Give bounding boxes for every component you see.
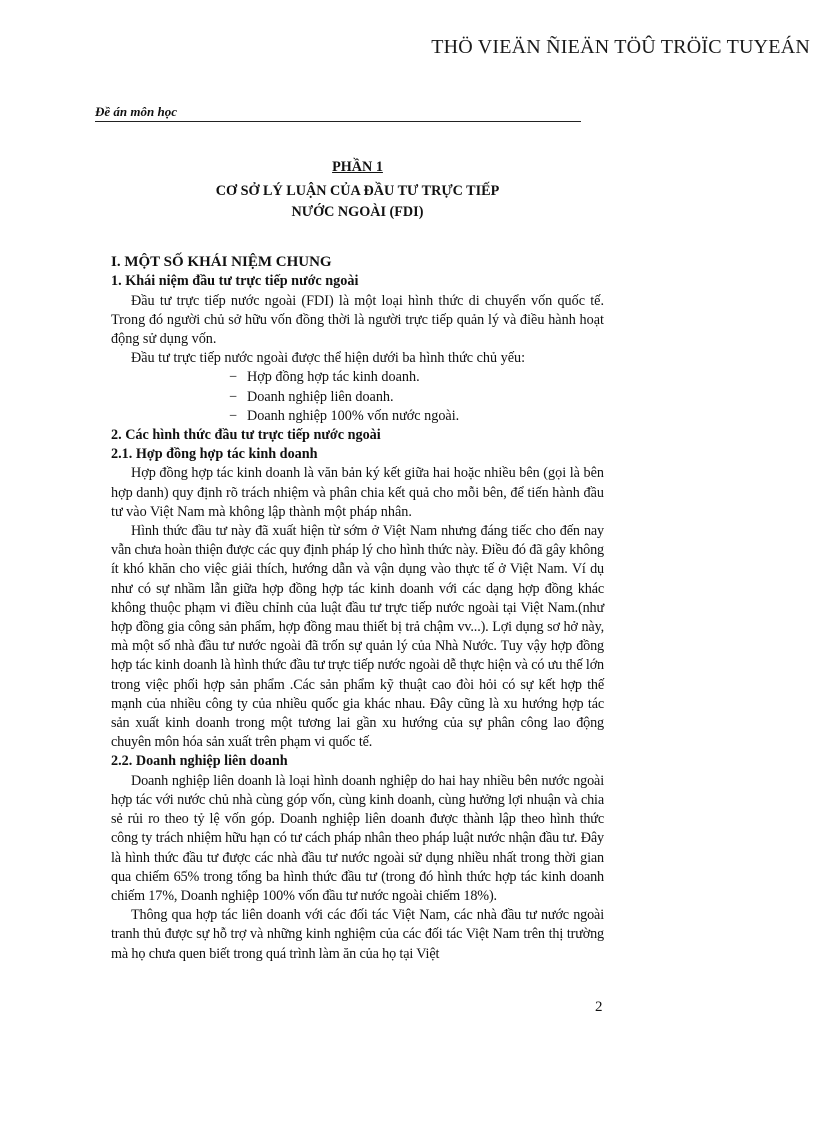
paragraph-forms-intro: Đầu tư trực tiếp nước ngoài được thể hiện dưới ba hình thức chủ yếu: bbox=[131, 350, 526, 367]
list-item: − Doanh nghiệp 100% vốn nước ngoài. bbox=[229, 407, 604, 426]
subsection-heading-2-1: 2.1. Hợp đồng hợp tác kinh doanh bbox=[111, 446, 318, 463]
document-body bbox=[111, 158, 604, 964]
list-item: − Hợp đồng hợp tác kinh doanh. bbox=[229, 368, 604, 387]
page-number: 2 bbox=[595, 999, 603, 1015]
running-header: Đề án môn học bbox=[95, 104, 581, 122]
paragraph-contract-discussion: Hình thức đầu tư này đã xuất hiện từ sớm ở Việt Nam nhưng đáng tiếc cho đến nay vẫn chưa hoàn thiện được các quy định pháp lý cho hình thức này. Điều đó đã gây không ít khó khăn cho việc giải thích, hướng dẫn và vận dụng vào thực tế ở Việt Nam. Ví dụ như có sự nhầm lẫn giữa hợp đồng hợp tác kinh doanh với các dạng hợp đồng khác không thuộc phạm vi điều chỉnh của luật đầu tư trực tiếp nước ngoài tại Việt Nam.(như hợp đồng gia công sản phẩm, hợp đồng mau thiết bị trả chậm vv...). Lợi dụng sơ hở này, mà một số nhà đầu tư nước ngoài đã trốn sự quản lý của Nhà Nước. Tuy vậy hợp đồng hợp tác kinh doanh là hình thức đầu tư trực tiếp nước ngoài dễ thực hiện và có ưu thế lớn trong việc phối hợp sản phẩm .Các sản phẩm kỹ thuật cao đòi hỏi có sự kết hợp thế mạnh của nhiều công ty của nhiều quốc gia khác nhau. Đây cũng là xu hướng hợp tác sản xuất kinh doanh trong một tương lai gần xu hướng của sự phân công lao động chuyên môn hóa sản xuất trên phạm vi quốc tế. bbox=[111, 523, 604, 751]
forms-list bbox=[111, 368, 604, 426]
subsection-heading-2-2: 2.2. Doanh nghiệp liên doanh bbox=[111, 753, 288, 770]
paragraph-fdi-definition: Đầu tư trực tiếp nước ngoài (FDI) là một loại hình thức di chuyển vốn quốc tế. Trong đó người chủ sở hữu vốn đồng thời là người trực tiếp quản lý và điều hành hoạt động sử dụng vốn. bbox=[111, 292, 604, 348]
subsection-heading-1: 1. Khái niệm đầu tư trực tiếp nước ngoài bbox=[111, 273, 359, 290]
paragraph-joint-venture-benefits: Thông qua hợp tác liên doanh với các đối tác Việt Nam, các nhà đầu tư nước ngoài tranh thủ được sự hỗ trợ và những kinh nghiệm của các đối tác Việt Nam trên thị trường mà họ chưa quen biết trong quá trình làm ăn của họ tại Việt bbox=[111, 907, 604, 962]
part-title: PHẦN 1 bbox=[332, 159, 383, 175]
chapter-title-line-2: NƯỚC NGOÀI (FDI) bbox=[291, 204, 424, 221]
chapter-title-line-1: CƠ SỞ LÝ LUẬN CỦA ĐẦU TƯ TRỰC TIẾP bbox=[215, 183, 500, 200]
subsection-heading-2: 2. Các hình thức đầu tư trực tiếp nước ngoài bbox=[111, 427, 381, 444]
list-item: − Doanh nghiệp liên doanh. bbox=[229, 388, 604, 407]
section-heading: I. MỘT SỐ KHÁI NIỆM CHUNG bbox=[111, 254, 332, 271]
paragraph-joint-venture: Doanh nghiệp liên doanh là loại hình doanh nghiệp do hai hay nhiều bên nước ngoài hợp tác với nước chủ nhà cùng góp vốn, cùng kinh doanh, cùng hưởng lợi nhuận và chia sẻ rủi ro theo tỷ lệ vốn góp. Doanh nghiệp liên doanh được thành lập theo hình thức công ty trách nhiệm hữu hạn có tư cách pháp nhân theo pháp luật nước nhận đầu tư. Đây là hình thức đầu tư được các nhà đầu tư nước ngoài sử dụng nhiều nhất trong thời gian qua chiếm 65% trong tổng ba hình thức đầu tư (trong đó hình thức hợp tác kinh doanh chiếm 17%, Doanh nghiệp 100% vốn đầu tư nước ngoài chiếm 18%). bbox=[111, 772, 604, 904]
library-watermark: THÖ VIEÄN ÑIEÄN TÖÛ TRÖÏC TUYEÁN bbox=[431, 36, 810, 58]
paragraph-contract-definition: Hợp đồng hợp tác kinh doanh là văn bản ký kết giữa hai hoặc nhiều bên (gọi là bên hợp danh) quy định rõ trách nhiệm và phân chia kết quả cho mỗi bên, để tiến hành đầu tư vào Việt Nam mà không lập thành một pháp nhân. bbox=[111, 465, 604, 520]
